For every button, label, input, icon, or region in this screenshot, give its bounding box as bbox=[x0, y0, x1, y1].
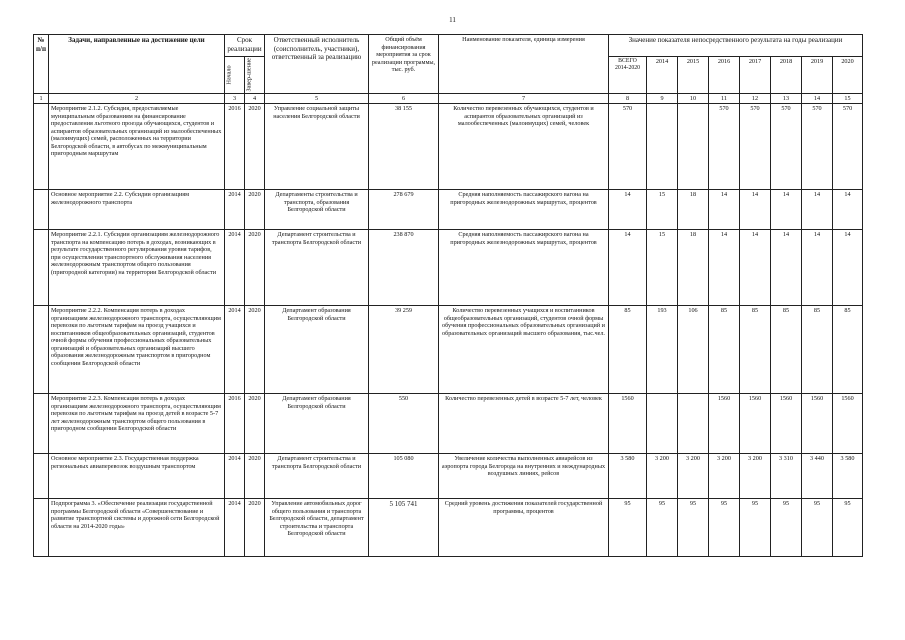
end-year-cell: 2020 bbox=[245, 499, 265, 557]
indicator-cell: Количество перевезенных обучающихся, студентов и аспирантов образовательных организаций из малообеспеченных (малоимущих) семей, человек bbox=[439, 104, 609, 190]
year-value-cell: 3 200 bbox=[740, 454, 771, 499]
end-year-cell: 2020 bbox=[245, 454, 265, 499]
year-value-cell: 14 bbox=[709, 230, 740, 306]
start-year-cell: 2014 bbox=[225, 306, 245, 394]
indicator-cell: Средний уровень достижения показателей государственной программы, процентов bbox=[439, 499, 609, 557]
header-values: Значение показателя непосредственного результата на годы реализации bbox=[609, 35, 863, 57]
year-value-cell: 14 bbox=[802, 190, 833, 230]
year-value-cell: 95 bbox=[709, 499, 740, 557]
end-year-cell: 2020 bbox=[245, 104, 265, 190]
year-value-cell: 1560 bbox=[802, 394, 833, 454]
executor-cell: Управление автомобильных дорог общего пользования и транспорта Белгородской области, департамент строительства и транспорта Белгородской области bbox=[265, 499, 369, 557]
year-value-cell: 1560 bbox=[771, 394, 802, 454]
column-number: 6 bbox=[369, 93, 439, 104]
column-number: 1 bbox=[34, 93, 49, 104]
year-value-cell: 570 bbox=[802, 104, 833, 190]
table-row bbox=[34, 454, 863, 499]
header-year: 2015 bbox=[678, 57, 709, 94]
year-value-cell: 3 440 bbox=[802, 454, 833, 499]
year-value-cell: 1560 bbox=[740, 394, 771, 454]
header-tasks: Задачи, направленные на достижение цели bbox=[49, 35, 225, 94]
year-value-cell bbox=[678, 104, 709, 190]
year-value-cell: 106 bbox=[678, 306, 709, 394]
header-year: 2017 bbox=[740, 57, 771, 94]
year-value-cell: 570 bbox=[771, 104, 802, 190]
year-value-cell: 570 bbox=[833, 104, 863, 190]
header-term: Срок реализации bbox=[225, 35, 265, 57]
column-number: 2 bbox=[49, 93, 225, 104]
header-number: № п/п bbox=[34, 35, 49, 94]
year-value-cell: 85 bbox=[771, 306, 802, 394]
year-value-cell bbox=[647, 104, 678, 190]
year-value-cell: 3 200 bbox=[678, 454, 709, 499]
start-year-cell: 2016 bbox=[225, 394, 245, 454]
row-number bbox=[34, 230, 49, 306]
total-value-cell: 14 bbox=[609, 190, 647, 230]
header-start: Начало bbox=[225, 57, 245, 94]
total-value-cell: 95 bbox=[609, 499, 647, 557]
results-table bbox=[33, 34, 863, 557]
year-value-cell: 14 bbox=[802, 230, 833, 306]
year-value-cell: 95 bbox=[678, 499, 709, 557]
task-cell: Мероприятие 2.2.3. Компенсация потерь в доходах организациям железнодорожного транспорта, осуществляющим перевозки по льготным тарифам на проезд детей в возрасте 5-7 лет железнодорожным транспортом общего пользования в пригородном сообщении Белгородской области bbox=[49, 394, 225, 454]
volume-cell: 5 105 741 bbox=[369, 499, 439, 557]
executor-cell: Департамент строительства и транспорта Белгородской области bbox=[265, 230, 369, 306]
year-value-cell: 15 bbox=[647, 190, 678, 230]
year-value-cell: 95 bbox=[740, 499, 771, 557]
year-value-cell: 3 310 bbox=[771, 454, 802, 499]
year-value-cell: 14 bbox=[709, 190, 740, 230]
year-value-cell: 3 200 bbox=[647, 454, 678, 499]
header-year: 2016 bbox=[709, 57, 740, 94]
header-end: Завер-шение bbox=[245, 57, 265, 94]
table-row bbox=[34, 104, 863, 190]
header-indicator: Наименование показателя, единица измерения bbox=[439, 35, 609, 94]
header-executor: Ответственный исполнитель (соисполнитель, участники), ответственный за реализацию bbox=[265, 35, 369, 94]
column-number: 12 bbox=[740, 93, 771, 104]
year-value-cell: 570 bbox=[709, 104, 740, 190]
year-value-cell: 1560 bbox=[709, 394, 740, 454]
year-value-cell: 85 bbox=[802, 306, 833, 394]
executor-cell: Департаменты строительства и транспорта, образования Белгородской области bbox=[265, 190, 369, 230]
year-value-cell: 14 bbox=[740, 190, 771, 230]
start-year-cell: 2016 bbox=[225, 104, 245, 190]
task-cell: Основное мероприятие 2.2. Субсидии организациям железнодорожного транспорта bbox=[49, 190, 225, 230]
column-numbers-row bbox=[34, 93, 863, 104]
volume-cell: 39 259 bbox=[369, 306, 439, 394]
start-year-cell: 2014 bbox=[225, 499, 245, 557]
column-number: 8 bbox=[609, 93, 647, 104]
executor-cell: Департамент образования Белгородской области bbox=[265, 306, 369, 394]
column-number: 11 bbox=[709, 93, 740, 104]
indicator-cell: Количество перевезенных учащихся и воспитанников общеобразовательных организаций, студентов очной формы обучения профессиональных образовательных организаций и образовательных организаций высшего образования, тыс.чел. bbox=[439, 306, 609, 394]
header-total: ВСЕГО 2014-2020 bbox=[609, 57, 647, 94]
total-value-cell: 85 bbox=[609, 306, 647, 394]
header-year: 2019 bbox=[802, 57, 833, 94]
end-year-cell: 2020 bbox=[245, 306, 265, 394]
end-year-cell: 2020 bbox=[245, 394, 265, 454]
task-cell: Мероприятие 2.2.1. Субсидии организациям железнодорожного транспорта на компенсацию потерь в доходах, возникающих в результате государственного регулирования уровня тарифов, при осуществлении транспортного обслуживания населения железнодорожным транспортом общего пользования (пригородной категории) на территории Белгородской области bbox=[49, 230, 225, 306]
column-number: 5 bbox=[265, 93, 369, 104]
year-value-cell: 18 bbox=[678, 190, 709, 230]
table-row bbox=[34, 306, 863, 394]
year-value-cell: 95 bbox=[833, 499, 863, 557]
header-year: 2020 bbox=[833, 57, 863, 94]
year-value-cell: 85 bbox=[833, 306, 863, 394]
table-body bbox=[34, 104, 863, 557]
task-cell: Основное мероприятие 2.3. Государственная поддержка региональных авиаперевозок воздушным транспортом bbox=[49, 454, 225, 499]
indicator-cell: Количество перевезенных детей в возрасте 5-7 лет, человек bbox=[439, 394, 609, 454]
year-value-cell: 570 bbox=[740, 104, 771, 190]
row-number bbox=[34, 499, 49, 557]
table-row bbox=[34, 230, 863, 306]
total-value-cell: 1560 bbox=[609, 394, 647, 454]
indicator-cell: Увеличение количества выполненных авиарейсов из аэропорта города Белгорода на внутренних и международных воздушных линиях, рейсов bbox=[439, 454, 609, 499]
header-volume: Общий объём финансирования мероприятия за срок реализации программы, тыс. руб. bbox=[369, 35, 439, 94]
column-number: 7 bbox=[439, 93, 609, 104]
column-number: 9 bbox=[647, 93, 678, 104]
year-value-cell: 85 bbox=[740, 306, 771, 394]
year-value-cell: 95 bbox=[802, 499, 833, 557]
volume-cell: 238 870 bbox=[369, 230, 439, 306]
row-number bbox=[34, 306, 49, 394]
header-year: 2014 bbox=[647, 57, 678, 94]
column-number: 15 bbox=[833, 93, 863, 104]
year-value-cell bbox=[647, 394, 678, 454]
year-value-cell: 14 bbox=[833, 190, 863, 230]
task-cell: Мероприятие 2.2.2. Компенсация потерь в доходах организациям железнодорожного транспорта, осуществляющим перевозки по льготным тарифам на проезд учащихся и воспитанников общеобразовательных организаций, студентов очной формы обучения профессиональных образовательных организаций и образовательных организаций высшего образования железнодорожным транспортом в пригородном сообщении Белгородской области bbox=[49, 306, 225, 394]
total-value-cell: 3 580 bbox=[609, 454, 647, 499]
start-year-cell: 2014 bbox=[225, 190, 245, 230]
year-value-cell: 3 200 bbox=[709, 454, 740, 499]
column-number: 4 bbox=[245, 93, 265, 104]
task-cell: Подпрограмма 3. «Обеспечение реализации государственной программы Белгородской области «Совершенствование и развитие транспортной системы и дорожной сети Белгородской области на 2014-2020 годы» bbox=[49, 499, 225, 557]
indicator-cell: Средняя наполняемость пассажирского вагона на пригородных железнодорожных маршрутах, процентов bbox=[439, 190, 609, 230]
task-cell: Мероприятие 2.1.2. Субсидия, предоставляемые муниципальным образованиям на финансирование предоставления льготного проезда обучающихся, студентов и аспирантов образовательных организаций из малообеспеченных (малоимущих) семей, расположенных на территории Белгородской области, в автобусах по межмуниципальным пригородным маршрутам bbox=[49, 104, 225, 190]
page-number: 11 bbox=[449, 16, 456, 24]
column-number: 13 bbox=[771, 93, 802, 104]
start-year-cell: 2014 bbox=[225, 230, 245, 306]
row-number bbox=[34, 454, 49, 499]
total-value-cell: 570 bbox=[609, 104, 647, 190]
year-value-cell: 14 bbox=[833, 230, 863, 306]
year-value-cell bbox=[678, 394, 709, 454]
indicator-cell: Средняя наполняемость пассажирского вагона на пригородных железнодорожных маршрутах, процентов bbox=[439, 230, 609, 306]
year-value-cell: 85 bbox=[709, 306, 740, 394]
year-value-cell: 18 bbox=[678, 230, 709, 306]
volume-cell: 38 155 bbox=[369, 104, 439, 190]
start-year-cell: 2014 bbox=[225, 454, 245, 499]
table-row bbox=[34, 394, 863, 454]
executor-cell: Департамент строительства и транспорта Белгородской области bbox=[265, 454, 369, 499]
year-value-cell: 14 bbox=[740, 230, 771, 306]
year-value-cell: 3 580 bbox=[833, 454, 863, 499]
year-value-cell: 15 bbox=[647, 230, 678, 306]
year-value-cell: 95 bbox=[647, 499, 678, 557]
row-number bbox=[34, 190, 49, 230]
total-value-cell: 14 bbox=[609, 230, 647, 306]
row-number bbox=[34, 394, 49, 454]
table-row bbox=[34, 499, 863, 557]
volume-cell: 278 679 bbox=[369, 190, 439, 230]
executor-cell: Управление социальной защиты населения Белгородской области bbox=[265, 104, 369, 190]
year-value-cell: 14 bbox=[771, 230, 802, 306]
year-value-cell: 193 bbox=[647, 306, 678, 394]
volume-cell: 105 080 bbox=[369, 454, 439, 499]
end-year-cell: 2020 bbox=[245, 190, 265, 230]
header-year: 2018 bbox=[771, 57, 802, 94]
volume-cell: 550 bbox=[369, 394, 439, 454]
table-row bbox=[34, 190, 863, 230]
column-number: 14 bbox=[802, 93, 833, 104]
column-number: 3 bbox=[225, 93, 245, 104]
executor-cell: Департамент образования Белгородской области bbox=[265, 394, 369, 454]
end-year-cell: 2020 bbox=[245, 230, 265, 306]
year-value-cell: 1560 bbox=[833, 394, 863, 454]
year-value-cell: 95 bbox=[771, 499, 802, 557]
year-value-cell: 14 bbox=[771, 190, 802, 230]
column-number: 10 bbox=[678, 93, 709, 104]
row-number bbox=[34, 104, 49, 190]
